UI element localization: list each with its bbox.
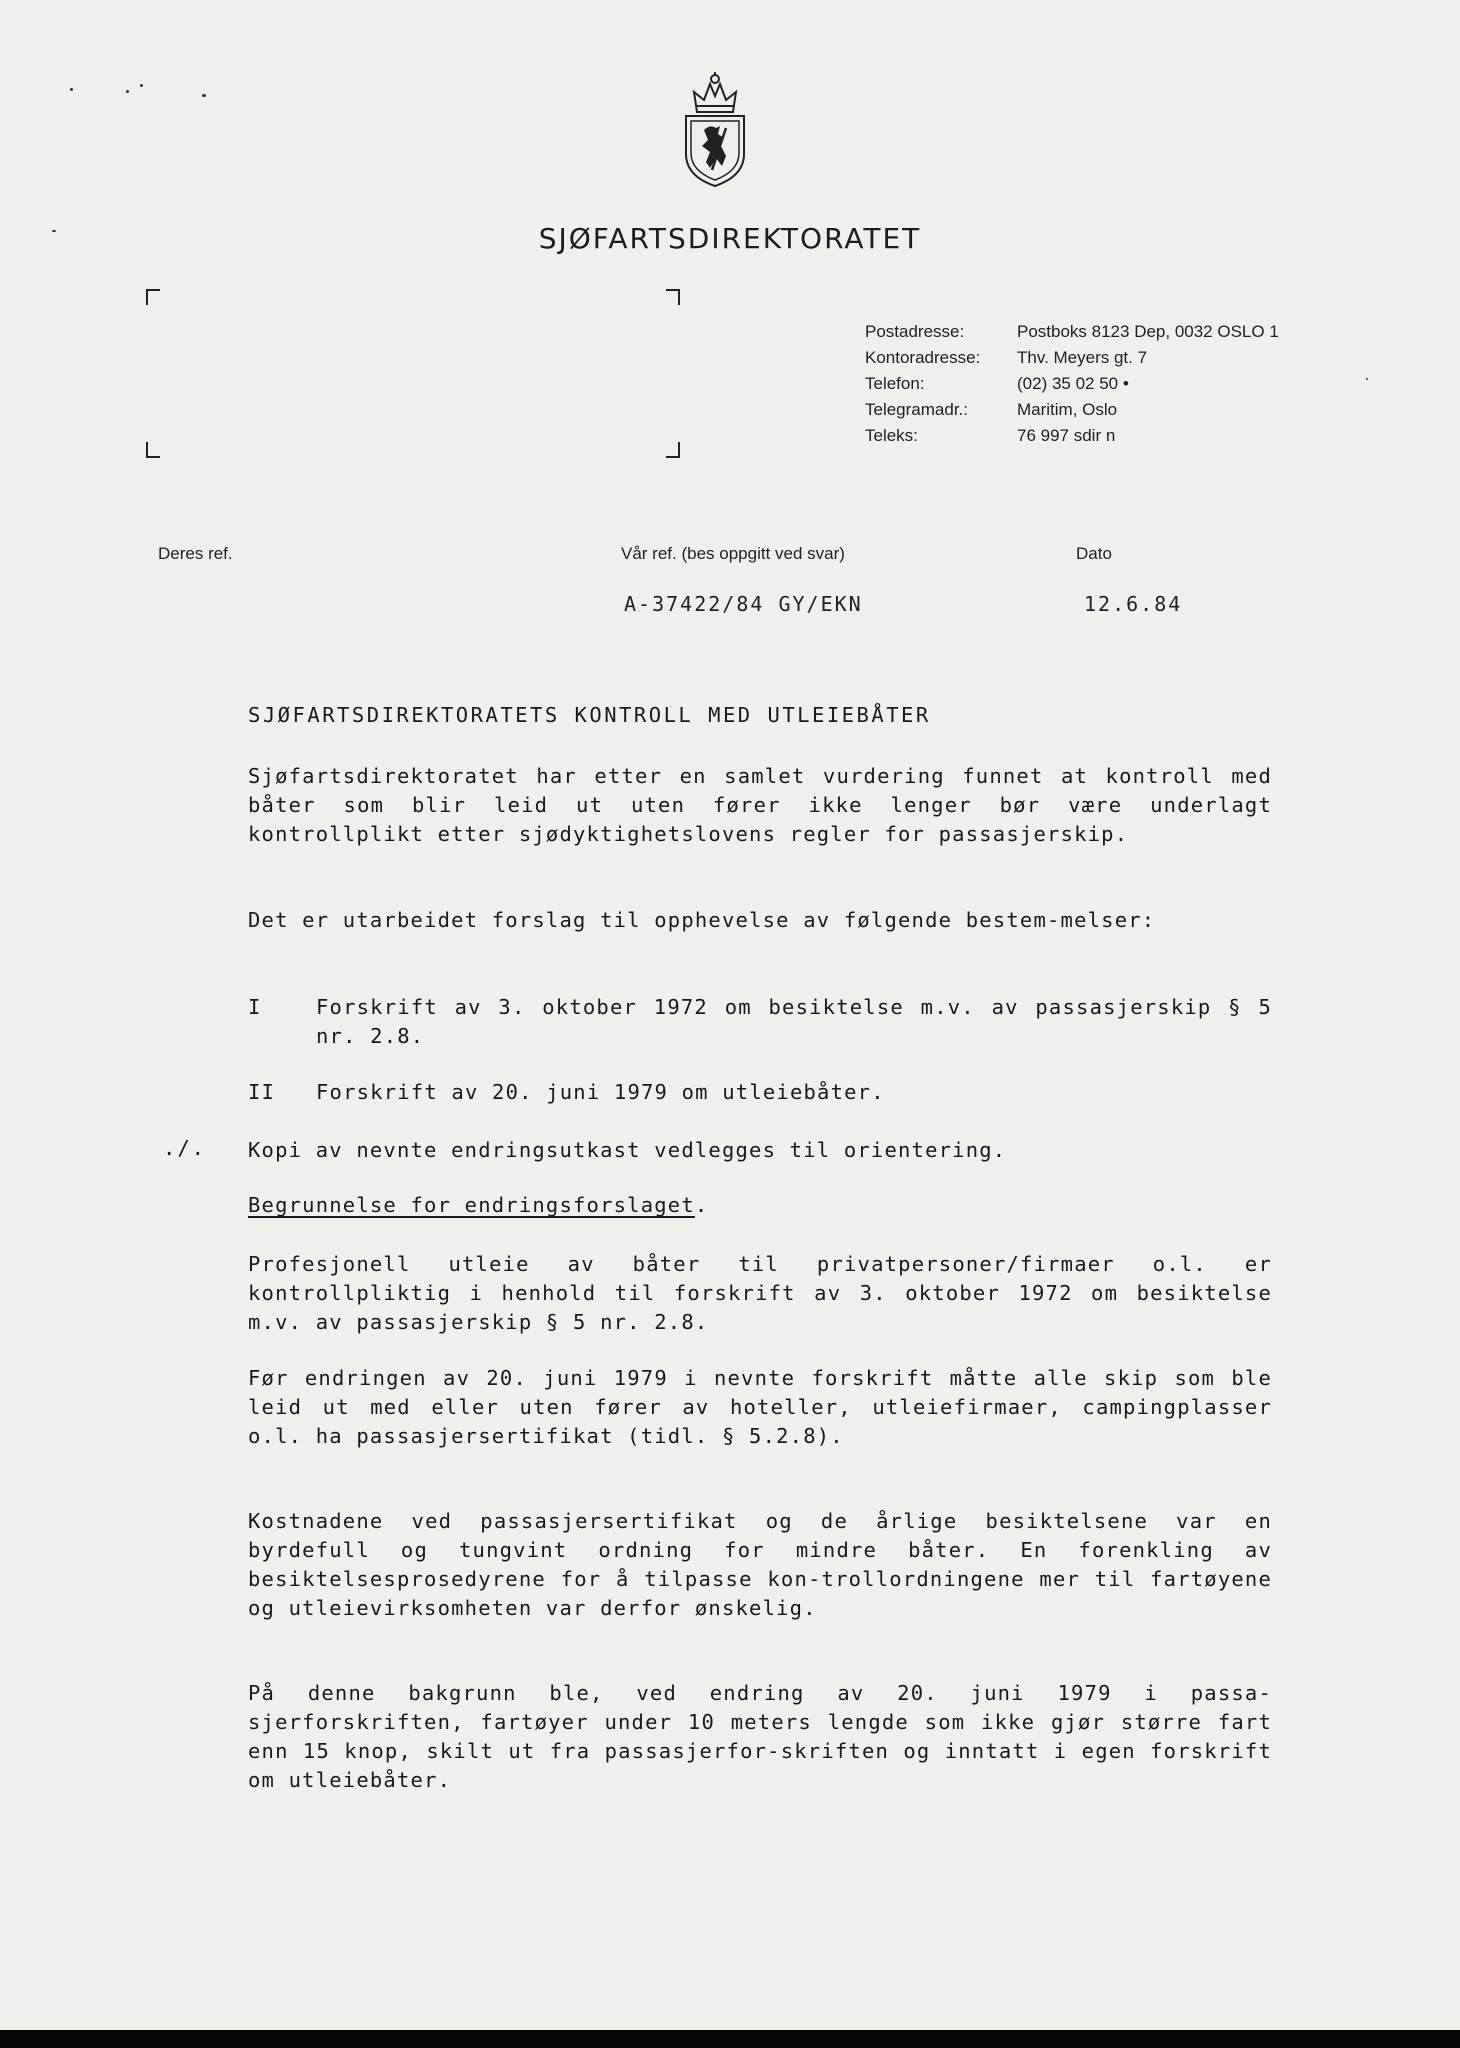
paragraph-5	[248, 1364, 1272, 1451]
paragraph-3	[248, 1136, 1272, 1165]
contact-block	[865, 322, 1279, 452]
contact-row-teleks	[865, 426, 1279, 452]
dato-value: 12.6.84	[1084, 592, 1183, 616]
list-item-number: II	[248, 1080, 276, 1104]
paragraph-text: Sjøfartsdirektoratet har etter en samlet vurdering funnet at kontroll med båter som blir leid ut uten fører ikke lenger bør være underlagt kontrollplikt etter sjødyktighetslovens regler for passasjerskip.	[248, 764, 1272, 846]
contact-value: Thv. Meyers gt. 7	[1017, 348, 1148, 367]
paragraph-7	[248, 1679, 1272, 1795]
subheading-period: .	[694, 1193, 709, 1217]
subheading-begrunnelse	[248, 1193, 708, 1217]
norwegian-coat-of-arms-logo	[680, 72, 750, 188]
paragraph-text: På denne bakgrunn ble, ved endring av 20. juni 1979 i passa-sjerforskriften, fartøyer under 10 meters lengde som ikke gjør større fart enn 15 knop, skilt ut fra passasjerfor-skriften og inntatt i egen forskrift om utleiebåter.	[248, 1681, 1272, 1792]
contact-label: Teleks:	[865, 426, 918, 445]
organization-name: SJØFARTSDIREKTORATET	[538, 222, 922, 255]
contact-row-telefon	[865, 374, 1279, 400]
paragraph-text: Før endringen av 20. juni 1979 i nevnte forskrift måtte alle skip som ble leid ut med eller uten fører av hoteller, utleiefirmaer, campingplasser o.l. ha passasjersertifikat (tidl. § 5.2.8).	[248, 1366, 1272, 1448]
contact-value: Postboks 8123 Dep, 0032 OSLO 1	[1017, 322, 1279, 341]
contact-row-telegramadr	[865, 400, 1279, 426]
list-item-1	[248, 993, 1272, 1051]
contact-label: Telefon:	[865, 374, 925, 393]
list-item-number: I	[248, 995, 262, 1019]
var-ref-label: Vår ref. (bes oppgitt ved svar)	[621, 544, 845, 563]
paragraph-1	[248, 762, 1272, 849]
contact-value: Maritim, Oslo	[1017, 400, 1118, 419]
contact-value: (02) 35 02 50 •	[1017, 374, 1129, 393]
letter-title: SJØFARTSDIREKTORATETS KONTROLL MED UTLEIEBÅTER	[248, 703, 931, 727]
subheading-text: Begrunnelse for endringsforslaget	[248, 1193, 695, 1217]
dato-label: Dato	[1076, 544, 1112, 563]
scan-border	[0, 2030, 1460, 2048]
deres-ref-label: Deres ref.	[158, 544, 233, 563]
var-ref-value: A-37422/84 GY/EKN	[624, 592, 863, 616]
contact-label: Postadresse:	[865, 322, 965, 341]
enclosure-mark: ./.	[163, 1136, 207, 1160]
paragraph-4	[248, 1250, 1272, 1337]
paragraph-text: Det er utarbeidet forslag til opphevelse av følgende bestem-melser:	[248, 908, 1156, 932]
paragraph-text: Profesjonell utleie av båter til privatpersoner/firmaer o.l. er kontrollpliktig i henhold til forskrift av 3. oktober 1972 om besiktelse m.v. av passasjerskip § 5 nr. 2.8.	[248, 1252, 1272, 1334]
contact-value: 76 997 sdir n	[1017, 426, 1116, 445]
paragraph-6	[248, 1507, 1272, 1623]
list-item-text: Forskrift av 20. juni 1979 om utleiebåter.	[316, 1080, 885, 1104]
contact-label: Telegramadr.:	[865, 400, 968, 419]
paragraph-text: Kopi av nevnte endringsutkast vedlegges til orientering.	[248, 1138, 1007, 1162]
contact-row-kontoradresse	[865, 348, 1279, 374]
list-item-text: Forskrift av 3. oktober 1972 om besiktelse m.v. av passasjerskip § 5 nr. 2.8.	[316, 995, 1272, 1048]
paragraph-text: Kostnadene ved passasjersertifikat og de årlige besiktelsene var en byrdefull og tungvint ordning for mindre båter. En forenkling av besiktelsesprosedyrene for å tilpasse kon-trollordningene mer til fartøyene og utleievirksomheten var derfor ønskelig.	[248, 1509, 1272, 1620]
paragraph-2	[248, 906, 1272, 935]
list-item-2	[248, 1078, 1272, 1107]
contact-row-postadresse	[865, 322, 1279, 348]
contact-label: Kontoradresse:	[865, 348, 981, 367]
